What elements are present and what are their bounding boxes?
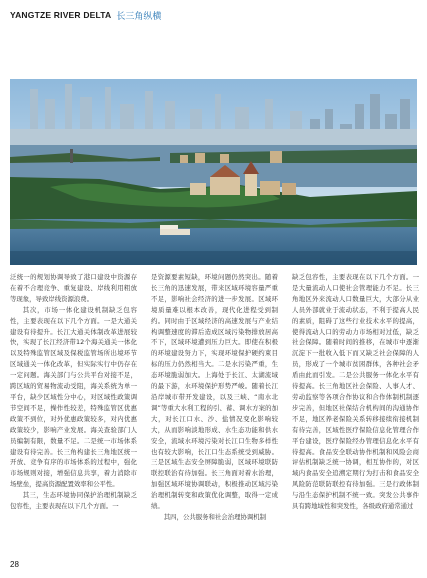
text-column-1 [10, 272, 137, 554]
section-title-zh: 长三角纵横 [116, 11, 162, 22]
paragraph: 泛统一的规划协调导致了港口建设中资源存在着不合理竞争、重复建设、岸线利用粗放等现象，导致岸线资源浪费。 [10, 273, 137, 303]
paragraph: 其三，生态环境协同保护治理机制缺乏包容性，主要表现在以下几个方面。一 [10, 491, 137, 511]
section-title-en: YANGTZE RIVER DELTA [10, 10, 112, 20]
paragraph: 其次，市场一体化建设机制缺乏包容性，主要表现在以下几个方面。一是大通关建设有待提升。长江大通关体制改革进展较快，实现了长江经济带12个海关通关一体化以及特殊监管区域及保税监管场所出境环节区域通关一体化改革，但实际实行中仍存在一定问题。海关部门与公共平台对接不足，跨区域的贸易物流动受阻，海关系统为单一平台，缺少区域性分中心，对区域性政策调节空间不足，操作性较差，特殊监管区优惠政策不到位，对外优惠政策较多，对内优惠政策较少，影响产业发展。海关查验部门人员编制有限，数量不足。二是统一市场体系建设有待完善。长三角构建长三角地区统一开放、竞争有序的市场体系的过程中，强化市场规则对接，增强信息共享，着力消除市场壁垒，提高资源配置效率和公平性。 [10, 305, 137, 489]
paragraph: 是资源要素短缺，环境问题仍然突出。随着长三角的迅速发展，带来区域环境容量严重不足，影响社会经济的进一步发展。区域环境质量难以根本改善，现代化进程受到制约。同时由于区域经济的高速发展与产业结构调整速度的滞后造成区域污染物排放居高不下，区域环境遭到压力巨大。即使在积极的环境建设努力下，实现环境保护硬约束目标的压力仍然相当大。二是水污染严重，生态环境脆弱加大。上海处于长江、太湖流域的最下游，水环境保护形势严峻。随着长江沿岸城市带开发建设，以及三峡、“南水北调”等重大水利工程的引、蓄、调水方案的加大，对长江口水、沙、盐情况变化影响较大，从而影响淡地形成、水生态功能和供水安全，流域水环境污染对长江口生物多样性也有较大影响，长江口生态系统受到威胁。三是区域生态安全屏障脆弱，区域环境联防联控联治有待加强。长三角面对着水治理，加强区域环境协调联动，积极推动区域污染治理机制转变和政策优化调整，取得一定成绩。 [151, 273, 278, 511]
section-header [10, 8, 161, 22]
city-skyline-photo [10, 79, 417, 265]
paragraph: 缺乏包容性，主要表现在以下几个方面。一是大量流动人口使社会管理能力不足。长三角地区外来流动人口数量巨大，大部分从业人员外部就业于流动状态，不利于提高人民的素质，阻碍了这些行业技术水平的提高，使得流动人口的劳动力市场相对过低，缺乏社会保障。随着时间的推移，在城市中逐渐沉淀下一批收入低下而又缺乏社会保障的人员，形成了一个城市贫困群体，各种社会矛盾由此而引发。二是公共服务一体化水平有待提高。长三角地区社会保险、人事人才、劳动监察等各项合作协议和合作体制机制逐步完善，但地区社保结合机构间的沟通协作不足，地区养老保险关系转移接续衔接机制有待完善，区域性医疗保险信息化管理合作平台建设，医疗保险经办管理信息化水平有待提高。食品安全联动协作机制和风险会商评估机制缺乏统一协调，相互协作的，对区域内食品安全追溯定期行为打击和食品安全风险防范联防联控有待加强。三是行政体制与沿生态保护机制不统一致。突发公共事件具有跨地域性和突发性，各级政府通常通过 [292, 273, 419, 511]
paragraph: 其四，公共服务和社会治理协调机制 [163, 512, 267, 521]
text-column-3 [292, 272, 419, 554]
page-number: 28 [10, 560, 19, 569]
article-body [10, 272, 419, 554]
text-column-2 [151, 272, 278, 554]
